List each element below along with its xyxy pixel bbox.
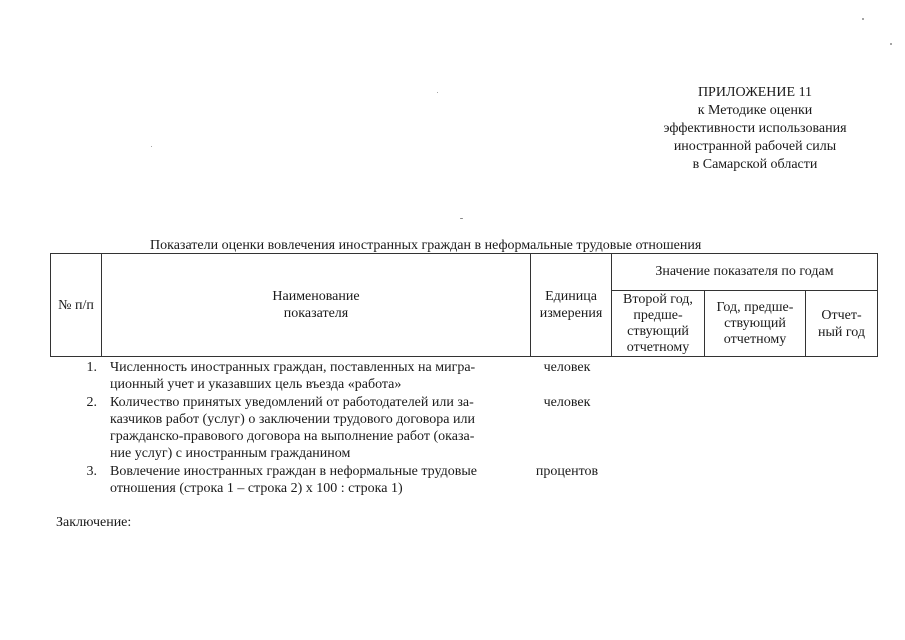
header-report-year <box>806 291 877 357</box>
header-line: ствующий <box>724 316 786 331</box>
row-name-line: Численность иностранных граждан, поставленных на мигра- <box>110 360 476 375</box>
scan-speck <box>460 218 463 219</box>
row-name-line: ционный учет и указавших цель въезда «работа» <box>110 377 402 392</box>
header-name-line: Наименование <box>272 289 360 304</box>
appendix-line: ПРИЛОЖЕНИЕ 11 <box>697 85 813 100</box>
row-name <box>110 359 515 393</box>
scan-speck <box>151 146 152 147</box>
row-unit: процентов <box>535 464 599 479</box>
header-name-line: показателя <box>283 306 349 321</box>
row-unit: человек <box>543 360 591 375</box>
row-name-line: ние услуг) с иностранным гражданином <box>110 446 351 461</box>
row-name-line: Количество принятых уведомлений от работодателей или за- <box>110 395 474 410</box>
appendix-line: к Методике оценки <box>697 103 813 118</box>
header-year-minus1 <box>705 291 805 357</box>
table-title: Показатели оценки вовлечения иностранных граждан в неформальные трудовые отношения <box>150 238 702 253</box>
appendix-block <box>620 84 890 174</box>
header-name <box>102 253 530 357</box>
scan-speck <box>890 43 892 45</box>
row-name-line: казчиков работ (услуг) о заключении трудового договора или <box>110 412 475 427</box>
row-name-line: отношения (строка 1 – строка 2) х 100 : строка 1) <box>110 481 403 496</box>
header-values-group: Значение показателя по годам <box>655 264 834 279</box>
header-line: Второй год, <box>623 292 693 307</box>
header-line: ный год <box>817 325 865 340</box>
appendix-line: в Самарской области <box>692 157 818 172</box>
header-unit <box>531 253 611 357</box>
conclusion-label: Заключение: <box>56 515 132 530</box>
scan-speck <box>862 18 864 20</box>
header-line: Год, предше- <box>716 300 794 315</box>
row-name-line: гражданско-правового договора на выполнение работ (оказа- <box>110 429 475 444</box>
header-line: отчетному <box>626 340 690 355</box>
row-number: 3. <box>86 464 97 479</box>
header-unit-line: измерения <box>539 306 603 321</box>
table-header <box>50 253 878 357</box>
scan-speck <box>437 92 438 93</box>
header-line: ствующий <box>627 324 689 339</box>
header-line: предше- <box>633 308 683 323</box>
header-unit-line: Единица <box>545 289 597 304</box>
row-name-line: Вовлечение иностранных граждан в неформальные трудовые <box>110 464 477 479</box>
row-name <box>110 463 515 497</box>
row-unit: человек <box>543 395 591 410</box>
header-year-minus2 <box>612 291 704 357</box>
row-name <box>110 394 515 462</box>
rule <box>877 253 878 357</box>
header-line: отчетному <box>723 332 787 347</box>
appendix-line: эффективности использования <box>663 121 847 136</box>
header-line: Отчет- <box>821 308 862 323</box>
row-number: 1. <box>86 360 97 375</box>
row-number: 2. <box>86 395 97 410</box>
appendix-line: иностранной рабочей силы <box>673 139 837 154</box>
header-num: № п/п <box>58 297 94 313</box>
